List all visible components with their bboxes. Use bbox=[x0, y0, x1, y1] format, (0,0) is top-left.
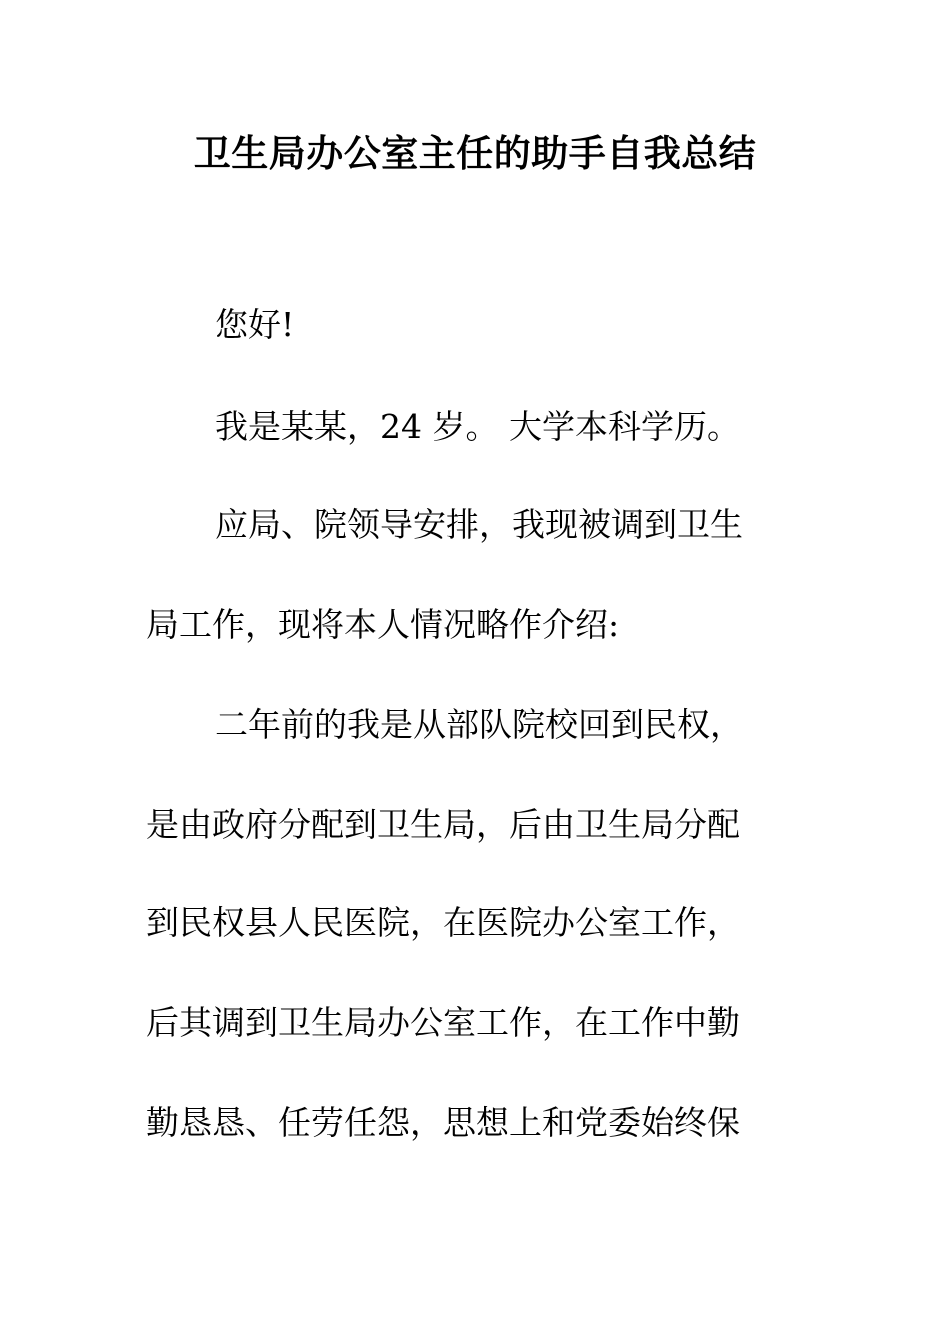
paragraph-line: 二年前的我是从部队院校回到民权， bbox=[215, 705, 743, 744]
paragraph-line: 到民权县人民医院，在医院办公室工作， bbox=[146, 903, 740, 942]
paragraph-line: 局工作，现将本人情况略作介绍: bbox=[146, 605, 620, 644]
greeting-line: 您好! bbox=[215, 305, 295, 344]
paragraph-line: 后其调到卫生局办公室工作，在工作中勤 bbox=[146, 1003, 740, 1042]
paragraph-line: 勤恳恳、任劳任怨，思想上和党委始终保 bbox=[146, 1103, 740, 1142]
paragraph-line: 是由政府分配到卫生局，后由卫生局分配 bbox=[146, 805, 740, 844]
document-title: 卫生局办公室主任的助手自我总结 bbox=[193, 132, 757, 175]
paragraph-line: 我是某某，24 岁。 大学本科学历。 bbox=[215, 407, 740, 446]
paragraph-line: 应局、院领导安排，我现被调到卫生 bbox=[215, 505, 743, 544]
